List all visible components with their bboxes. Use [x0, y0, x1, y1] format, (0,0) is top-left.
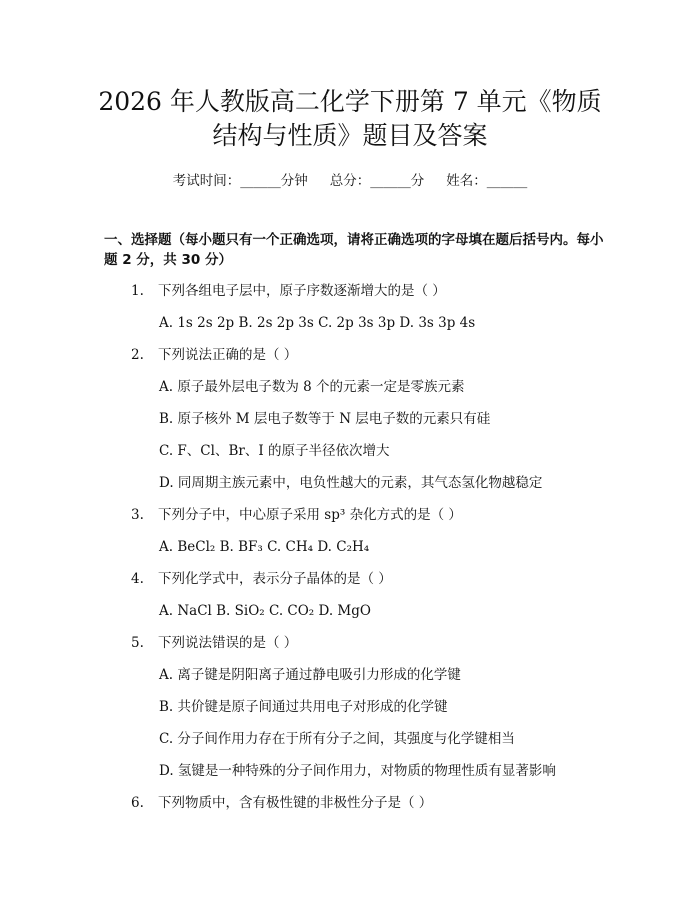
question-number: 3.	[131, 507, 144, 523]
question-5-option-a: A. 离子键是阴阳离子通过静电吸引力形成的化学键	[159, 667, 461, 683]
question-2-option-b: B. 原子核外 M 层电子数等于 N 层电子数的元素只有硅	[159, 411, 491, 427]
question-3	[131, 506, 462, 524]
question-number: 1.	[131, 283, 144, 299]
question-number: 5.	[131, 635, 144, 651]
question-2-option-d: D. 同周期主族元素中，电负性越大的元素，其气态氢化物越稳定	[159, 475, 543, 491]
question-number: 4.	[131, 571, 144, 587]
question-1	[131, 282, 446, 300]
question-text: 下列说法正确的是（ ）	[158, 347, 298, 363]
question-5-option-c: C. 分子间作用力存在于所有分子之间，其强度与化学键相当	[159, 731, 515, 747]
question-4	[131, 570, 392, 588]
question-5-option-b: B. 共价键是原子间通过共用电子对形成的化学键	[159, 699, 448, 715]
question-text: 下列说法错误的是（ ）	[158, 635, 298, 651]
question-number: 6.	[131, 795, 144, 811]
name-field: 姓名：______	[446, 173, 528, 189]
question-3-options: A. BeCl₂ B. BF₃ C. CH₄ D. C₂H₄	[159, 539, 370, 555]
section-heading: 一、选择题（每小题只有一个正确选项，请将正确选项的字母填在题后括号内。每小题 2 分，共 30 分）	[104, 232, 604, 268]
document-title-line-2: 结构与性质》题目及答案	[212, 121, 488, 150]
question-5-option-d: D. 氢键是一种特殊的分子间作用力，对物质的物理性质有显著影响	[159, 763, 556, 779]
question-5	[131, 634, 297, 652]
exam-time-field: 考试时间：______分钟	[172, 173, 308, 189]
question-text: 下列各组电子层中，原子序数逐渐增大的是（ ）	[158, 283, 446, 299]
exam-info-line	[0, 169, 700, 189]
question-4-options: A. NaCl B. SiO₂ C. CO₂ D. MgO	[159, 603, 371, 619]
question-text: 下列分子中，中心原子采用 sp³ 杂化方式的是（ ）	[158, 507, 462, 523]
question-2-option-c: C. F、Cl、Br、I 的原子半径依次增大	[159, 443, 390, 459]
question-text: 下列化学式中，表示分子晶体的是（ ）	[158, 571, 392, 587]
question-2	[131, 346, 297, 364]
document-title-line-1: 2026 年人教版高二化学下册第 7 单元《物质	[98, 87, 602, 116]
question-number: 2.	[131, 347, 144, 363]
question-6	[131, 794, 432, 812]
question-text: 下列物质中，含有极性键的非极性分子是（ ）	[158, 795, 433, 811]
question-2-option-a: A. 原子最外层电子数为 8 个的元素一定是零族元素	[159, 379, 465, 395]
total-score-field: 总分：______分	[329, 173, 425, 189]
question-1-options: A. 1s 2s 2p B. 2s 2p 3s C. 2p 3s 3p D. 3s 3p 4s	[159, 315, 476, 331]
